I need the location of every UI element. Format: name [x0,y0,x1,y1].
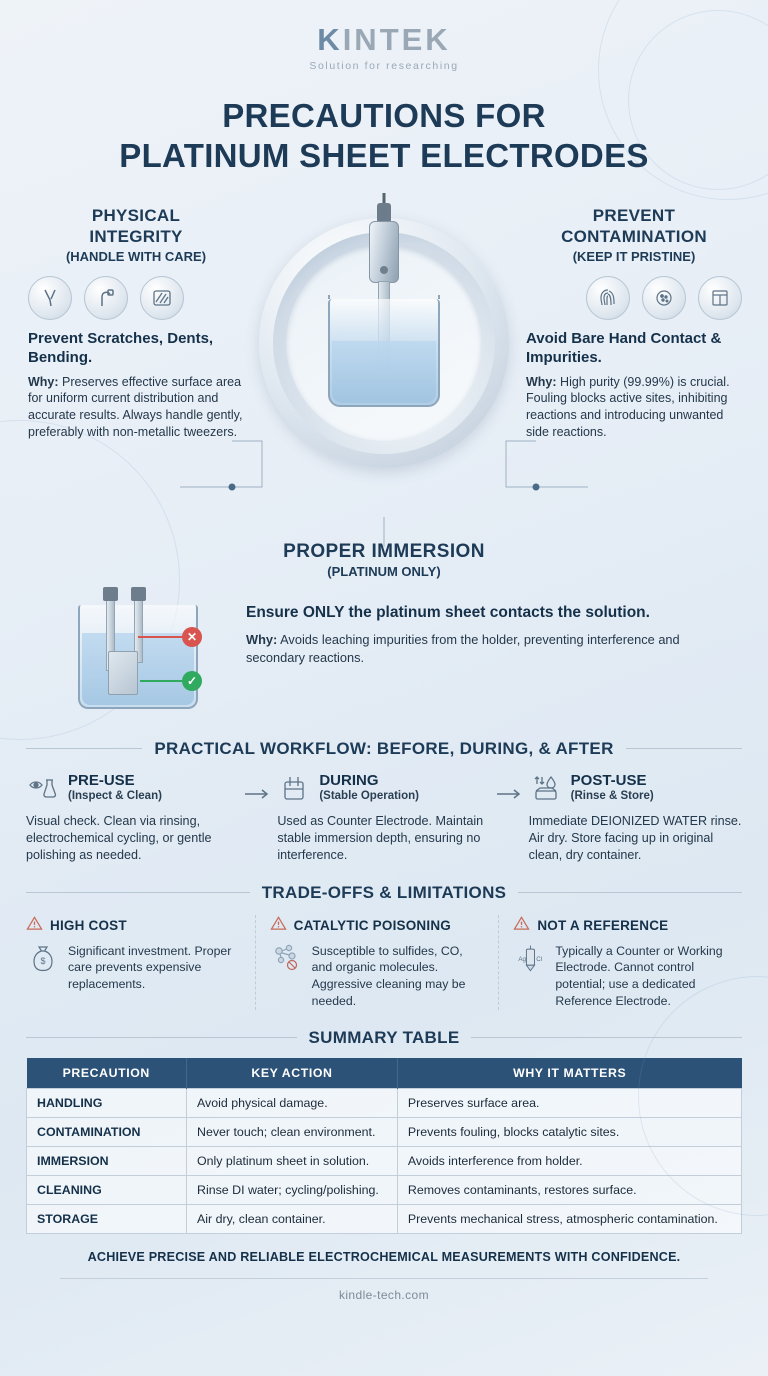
table-cell-key-action: Rinse DI water; cycling/polishing. [187,1175,398,1204]
electrode-illustration [234,193,534,493]
table-cell-precaution: HANDLING [27,1088,187,1117]
incorrect-indicator-line [138,636,182,638]
table-row [27,1117,742,1146]
immersion-why-text: Avoids leaching impurities from the holder, preventing interference and secondary reactions. [246,631,680,665]
table-cell-precaution: IMMERSION [27,1146,187,1175]
rinse-store-icon [529,771,563,805]
svg-text:Ag: Ag [518,955,527,963]
eye-flask-icon [26,771,60,805]
brand-tagline: Solution for researching [309,60,459,72]
table-cell-key-action: Avoid physical damage. [187,1088,398,1117]
clean-cabinet-icon [698,276,742,320]
table-cell-key-action: Never touch; clean environment. [187,1117,398,1146]
left-panel-heading [28,205,244,248]
correct-indicator-line [140,680,182,682]
workflow-step-pre-use [26,771,239,865]
warning-triangle-icon [270,915,287,936]
brand-name [0,22,768,58]
right-panel-subheading: (KEEP IT PRISTINE) [572,249,696,264]
footer-divider [60,1278,708,1279]
tradeoff-body: Susceptible to sulfides, CO, and organic molecules. Aggressive cleaning may be needed. [311,943,466,1008]
correct-badge-icon: ✓ [182,671,202,691]
table-cell-key-action: Only platinum sheet in solution. [187,1146,398,1175]
tradeoff-title: HIGH COST [50,917,127,933]
immersion-title: PROPER IMMERSION [283,540,485,562]
workflow-steps [0,759,768,865]
column-header-key-action: KEY ACTION [187,1058,398,1089]
right-panel-icons [526,276,742,320]
table-cell-precaution: CLEANING [27,1175,187,1204]
right-panel-why-text: High purity (99.99%) is crucial. Fouling blocks active sites, inhibiting reactions and introducing unwanted side reactions. [526,374,730,440]
divider-line [471,1037,742,1038]
summary-section-header [26,1028,742,1048]
tradeoffs-items [0,903,768,1010]
tradeoff-not-a-reference [498,915,742,1010]
immersion-subtitle: (PLATINUM ONLY) [327,563,441,579]
workflow-step-during [277,771,490,865]
divider-line [518,892,742,893]
right-panel-heading-line1: PREVENT [592,205,676,225]
warning-triangle-icon [513,915,530,936]
table-cell-precaution: STORAGE [27,1204,187,1233]
table-cell-key-action: Air dry, clean container. [187,1204,398,1233]
workflow-step-name: POST-USE [570,772,647,790]
workflow-step-name: PRE-USE [68,772,135,790]
table-cell-why: Prevents fouling, blocks catalytic sites. [397,1117,741,1146]
table-cell-precaution: CONTAMINATION [27,1117,187,1146]
prevent-contamination-panel [526,205,742,442]
bent-electrode-icon [84,276,128,320]
footer-tagline: ACHIEVE PRECISE AND RELIABLE ELECTROCHEMICAL MEASUREMENTS WITH CONFIDENCE. [87,1249,681,1264]
workflow-step-sub: (Rinse & Store) [570,789,654,802]
divider-line [626,748,742,749]
svg-text:$: $ [40,955,46,966]
left-panel-why-label: Why: [28,374,59,389]
summary-table [26,1058,742,1234]
beaker-liquid [332,341,436,403]
page-title-line1: PRECAUTIONS FOR [222,97,546,134]
workflow-section-header [26,739,742,759]
tradeoff-body: Significant investment. Proper care prevents expensive replacements. [68,943,232,992]
column-header-why-it-matters: WHY IT MATTERS [397,1058,741,1089]
reference-electrode-icon [513,943,547,1010]
page-title [0,96,768,177]
table-row [27,1175,742,1204]
tradeoff-catalytic-poisoning [255,915,499,1010]
table-cell-why: Preserves surface area. [397,1088,741,1117]
immersion-body [246,631,720,667]
holder-cap-left [103,587,118,601]
divider-line [26,1037,297,1038]
platinum-sheet [108,651,138,695]
left-panel-subheading: (HANDLE WITH CARE) [65,249,207,264]
hero-diagram [0,187,768,547]
table-row [27,1088,742,1117]
warning-triangle-icon [26,915,43,936]
right-panel-lead: Avoid Bare Hand Contact & Impurities. [526,330,722,366]
brand-logo [0,0,768,72]
particles-icon [642,276,686,320]
brand-name-rest: INTEK [342,22,451,57]
workflow-step-body: Used as Counter Electrode. Maintain stable immersion depth, ensuring no interference. [277,813,484,863]
table-header-row [27,1058,742,1089]
workflow-step-post-use [529,771,742,865]
tweezers-icon [28,276,72,320]
table-row [27,1204,742,1233]
immersion-why-label: Why: [246,631,278,647]
brand-name-initial: K [317,22,343,57]
tradeoff-title: CATALYTIC POISONING [293,917,451,933]
probe-cap [377,203,391,223]
workflow-step-name: DURING [319,772,379,790]
workflow-step-sub: (Inspect & Clean) [68,789,162,802]
incorrect-badge-icon: ✕ [182,627,202,647]
left-panel-icons [28,276,244,320]
table-cell-why: Avoids interference from holder. [397,1146,741,1175]
right-panel-heading-line2: CONTAMINATION [561,226,707,246]
left-panel-heading-line2: INTEGRITY [89,226,183,246]
physical-integrity-panel [28,205,244,442]
fingerprint-icon [586,276,630,320]
money-bag-icon [26,943,60,993]
table-cell-why: Prevents mechanical stress, atmospheric contamination. [397,1204,741,1233]
proper-immersion-section [0,541,768,721]
arrow-right-icon [497,787,523,805]
electrochemical-cell-icon [277,771,311,805]
tradeoff-high-cost [26,915,255,1010]
footer-url[interactable]: kindle-tech.com [338,1287,430,1302]
svg-text:Cl: Cl [536,955,543,963]
tradeoffs-section-header [26,883,742,903]
column-header-precaution: PRECAUTION [27,1058,187,1089]
left-panel-why-text: Preserves effective surface area for uniform current distribution and accurate results. Always handle gently, preferably with non-metallic tweezers. [28,374,243,440]
right-panel-why-label: Why: [526,374,557,389]
tradeoffs-section-title: TRADE-OFFS & LIMITATIONS [261,882,507,902]
tradeoff-title: NOT A REFERENCE [537,917,669,933]
workflow-section-title: PRACTICAL WORKFLOW: BEFORE, DURING, & AFTER [154,738,614,758]
left-panel-lead: Prevent Scratches, Dents, Bending. [28,330,214,366]
left-panel-heading-line1: PHYSICAL [91,205,181,225]
right-panel-heading [526,205,742,248]
workflow-step-body: Immediate DEIONIZED WATER rinse. Air dry. Store facing up in original clean, dry container. [528,813,742,863]
arrow-right-icon [245,787,271,805]
immersion-illustration [60,589,230,721]
immersion-lead: Ensure ONLY the platinum sheet contacts the solution. [246,603,650,621]
divider-line [26,748,142,749]
tradeoff-body: Typically a Counter or Working Electrode. Cannot control potential; use a dedicated Reference Electrode. [555,943,723,1008]
right-panel-body [526,374,742,442]
table-cell-why: Removes contaminants, restores surface. [397,1175,741,1204]
left-panel-body [28,374,244,442]
workflow-step-sub: (Stable Operation) [319,789,420,802]
table-row [27,1146,742,1175]
probe-indicator [380,266,388,274]
page-title-line2: PLATINUM SHEET ELECTRODES [119,137,649,175]
summary-section-title: SUMMARY TABLE [308,1027,460,1047]
probe-body [369,221,399,283]
scratched-surface-icon [140,276,184,320]
divider-line [26,892,250,893]
molecule-blocked-icon [270,943,304,1010]
beaker [328,299,440,407]
holder-cap-right [131,587,146,601]
workflow-step-body: Visual check. Clean via rinsing, electrochemical cycling, or gentle polishing as needed. [26,813,212,863]
